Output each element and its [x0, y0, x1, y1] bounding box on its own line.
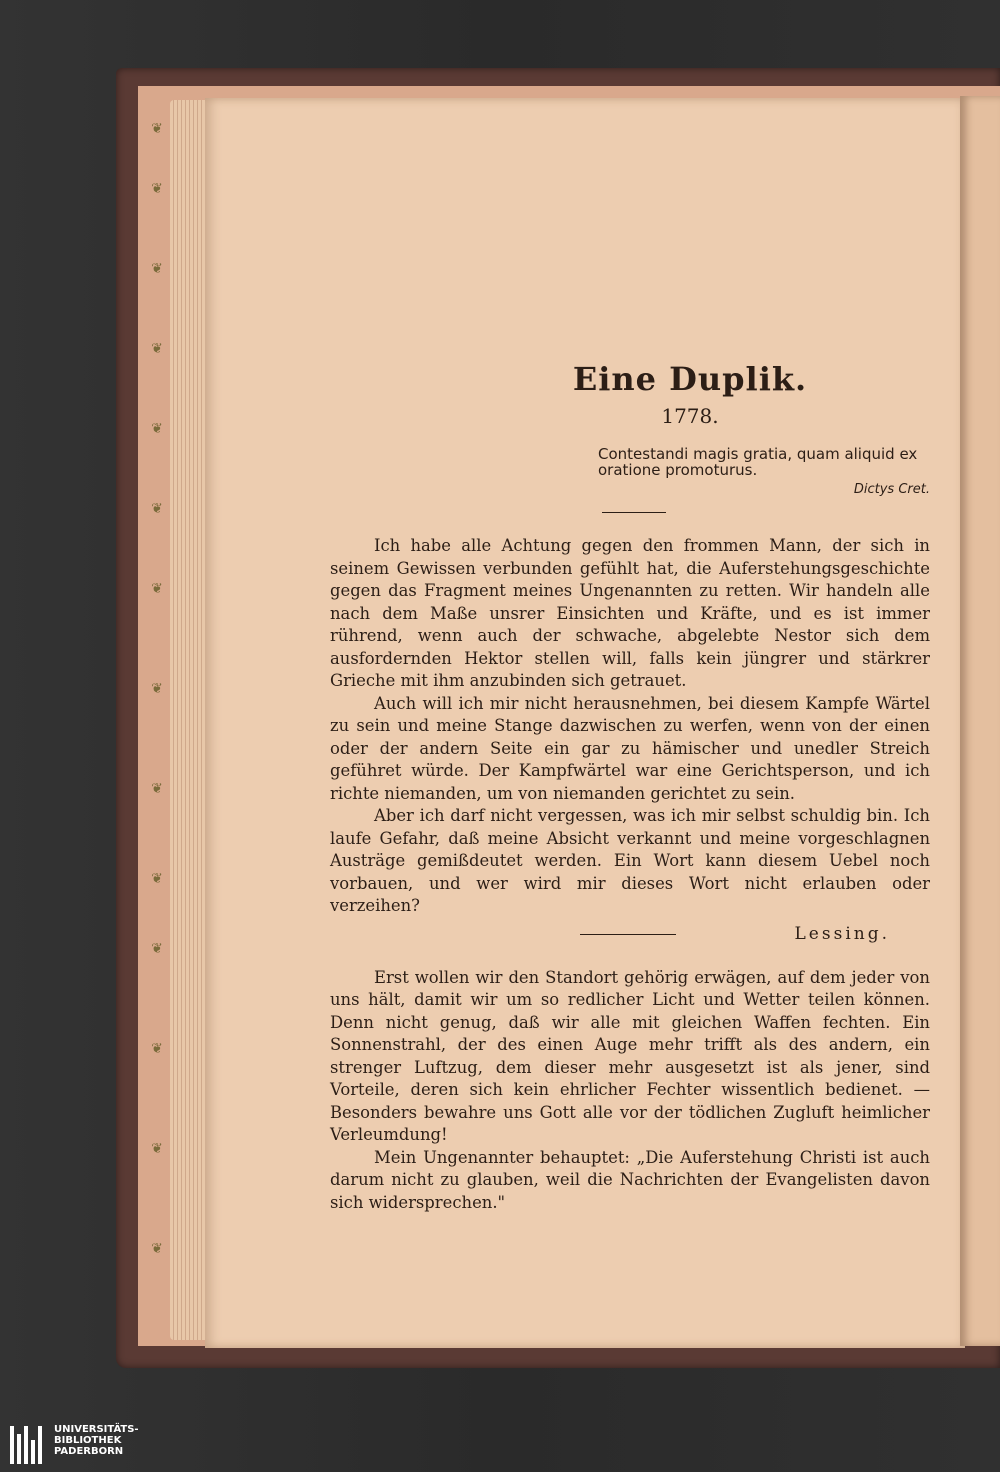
- ornament-icon: ❦: [151, 681, 163, 697]
- motto: [598, 446, 938, 498]
- paragraph: Aber ich darf nicht vergessen, was ich mir selbst schuldig bin. Ich laufe Gefahr, daß meine Absicht verkannt und meine vorgeschlagnen Austräge gemißdeutet werden. Ein Wort kann diesem Uebel noch vorbauen, und wer wird mir dieses Wort nicht erlauben oder verzeihen?: [330, 806, 930, 915]
- ornament-icon: ❦: [151, 871, 163, 887]
- paragraph: Erst wollen wir den Standort gehörig erwägen, auf dem jeder von uns hält, damit wir um so redlicher Licht und Wetter teilen können. Denn nicht genug, daß wir alle mit gleichen Waffen fechten. Ein Sonnenstrahl, der des einen Auge mehr trifft als des andern, ein strenger Luftzug, dem dieser mehr ausgesetzt ist als jener, sind Vorteile, deren sich kein ehrlicher Fechter wissentlich bedienet. — Besonders bewahre uns Gott alle vor der tödlichen Zugluft heimlicher Verleumdung!: [330, 967, 930, 1144]
- ornament-icon: ❦: [151, 1241, 163, 1257]
- logo-line: UNIVERSITÄTS-: [54, 1424, 139, 1435]
- logo-text: [54, 1424, 139, 1457]
- ornament-icon: ❦: [151, 1041, 163, 1057]
- logo-line: PADERBORN: [54, 1446, 124, 1457]
- divider: [580, 934, 676, 935]
- ornament-icon: ❦: [151, 421, 163, 437]
- paragraph: Mein Ungenannter behauptet: „Die Auferstehung Christi ist auch darum nicht zu glauben, weil die Nachrichten der Evangelisten davon sich widersprechen.": [330, 1147, 930, 1212]
- ornament-icon: ❦: [151, 781, 163, 797]
- paragraph: Ich habe alle Achtung gegen den frommen Mann, der sich in seinem Gewissen verbunden gefühlt hat, die Auferstehungsgeschichte gegen das Fragment meines Ungenannten zu retten. Wir handeln alle nach dem Maße unsrer Einsichten und Kräfte, und es ist immer rührend, wenn auch der schwache, abgelebte Nestor sich dem ausfordernden Hektor stellen will, falls kein jüngrer und stärkrer Grieche mit ihm anzubinden sich getrauet.: [330, 536, 930, 690]
- page-edges: [170, 100, 210, 1340]
- ornament-icon: ❦: [151, 581, 163, 597]
- motto-text: Contestandi magis gratia, quam aliquid ex oratione promoturus.: [598, 445, 918, 479]
- page-title: Eine Duplik.: [572, 360, 808, 398]
- logo-line: BIBLIOTHEK: [54, 1435, 122, 1446]
- signature: Lessing.: [794, 923, 890, 944]
- page-content: [330, 360, 930, 1214]
- ornament-icon: ❦: [151, 261, 163, 277]
- library-logo: [6, 1424, 166, 1468]
- ornament-icon: ❦: [151, 121, 163, 137]
- ornament-icon: ❦: [151, 341, 163, 357]
- ornament-icon: ❦: [151, 1141, 163, 1157]
- motto-source: Dictys Cret.: [853, 482, 930, 497]
- year: 1778.: [661, 404, 719, 428]
- ornament-icon: ❦: [151, 181, 163, 197]
- divider: [602, 512, 666, 513]
- barcode-icon: [10, 1426, 48, 1464]
- ornament-icon: ❦: [151, 501, 163, 517]
- ornament-icon: ❦: [151, 941, 163, 957]
- paragraph: Auch will ich mir nicht herausnehmen, bei diesem Kampfe Wärtel zu sein und meine Stange dazwischen zu werfen, wenn von der einen oder der andern Seite ein gar zu hämischer und unedler Streich geführet würde. Der Kampfwärtel war eine Gerichtsperson, und ich richte niemanden, um von niemanden gerichtet zu sein.: [330, 693, 930, 803]
- facing-page-edge: [960, 96, 1000, 1346]
